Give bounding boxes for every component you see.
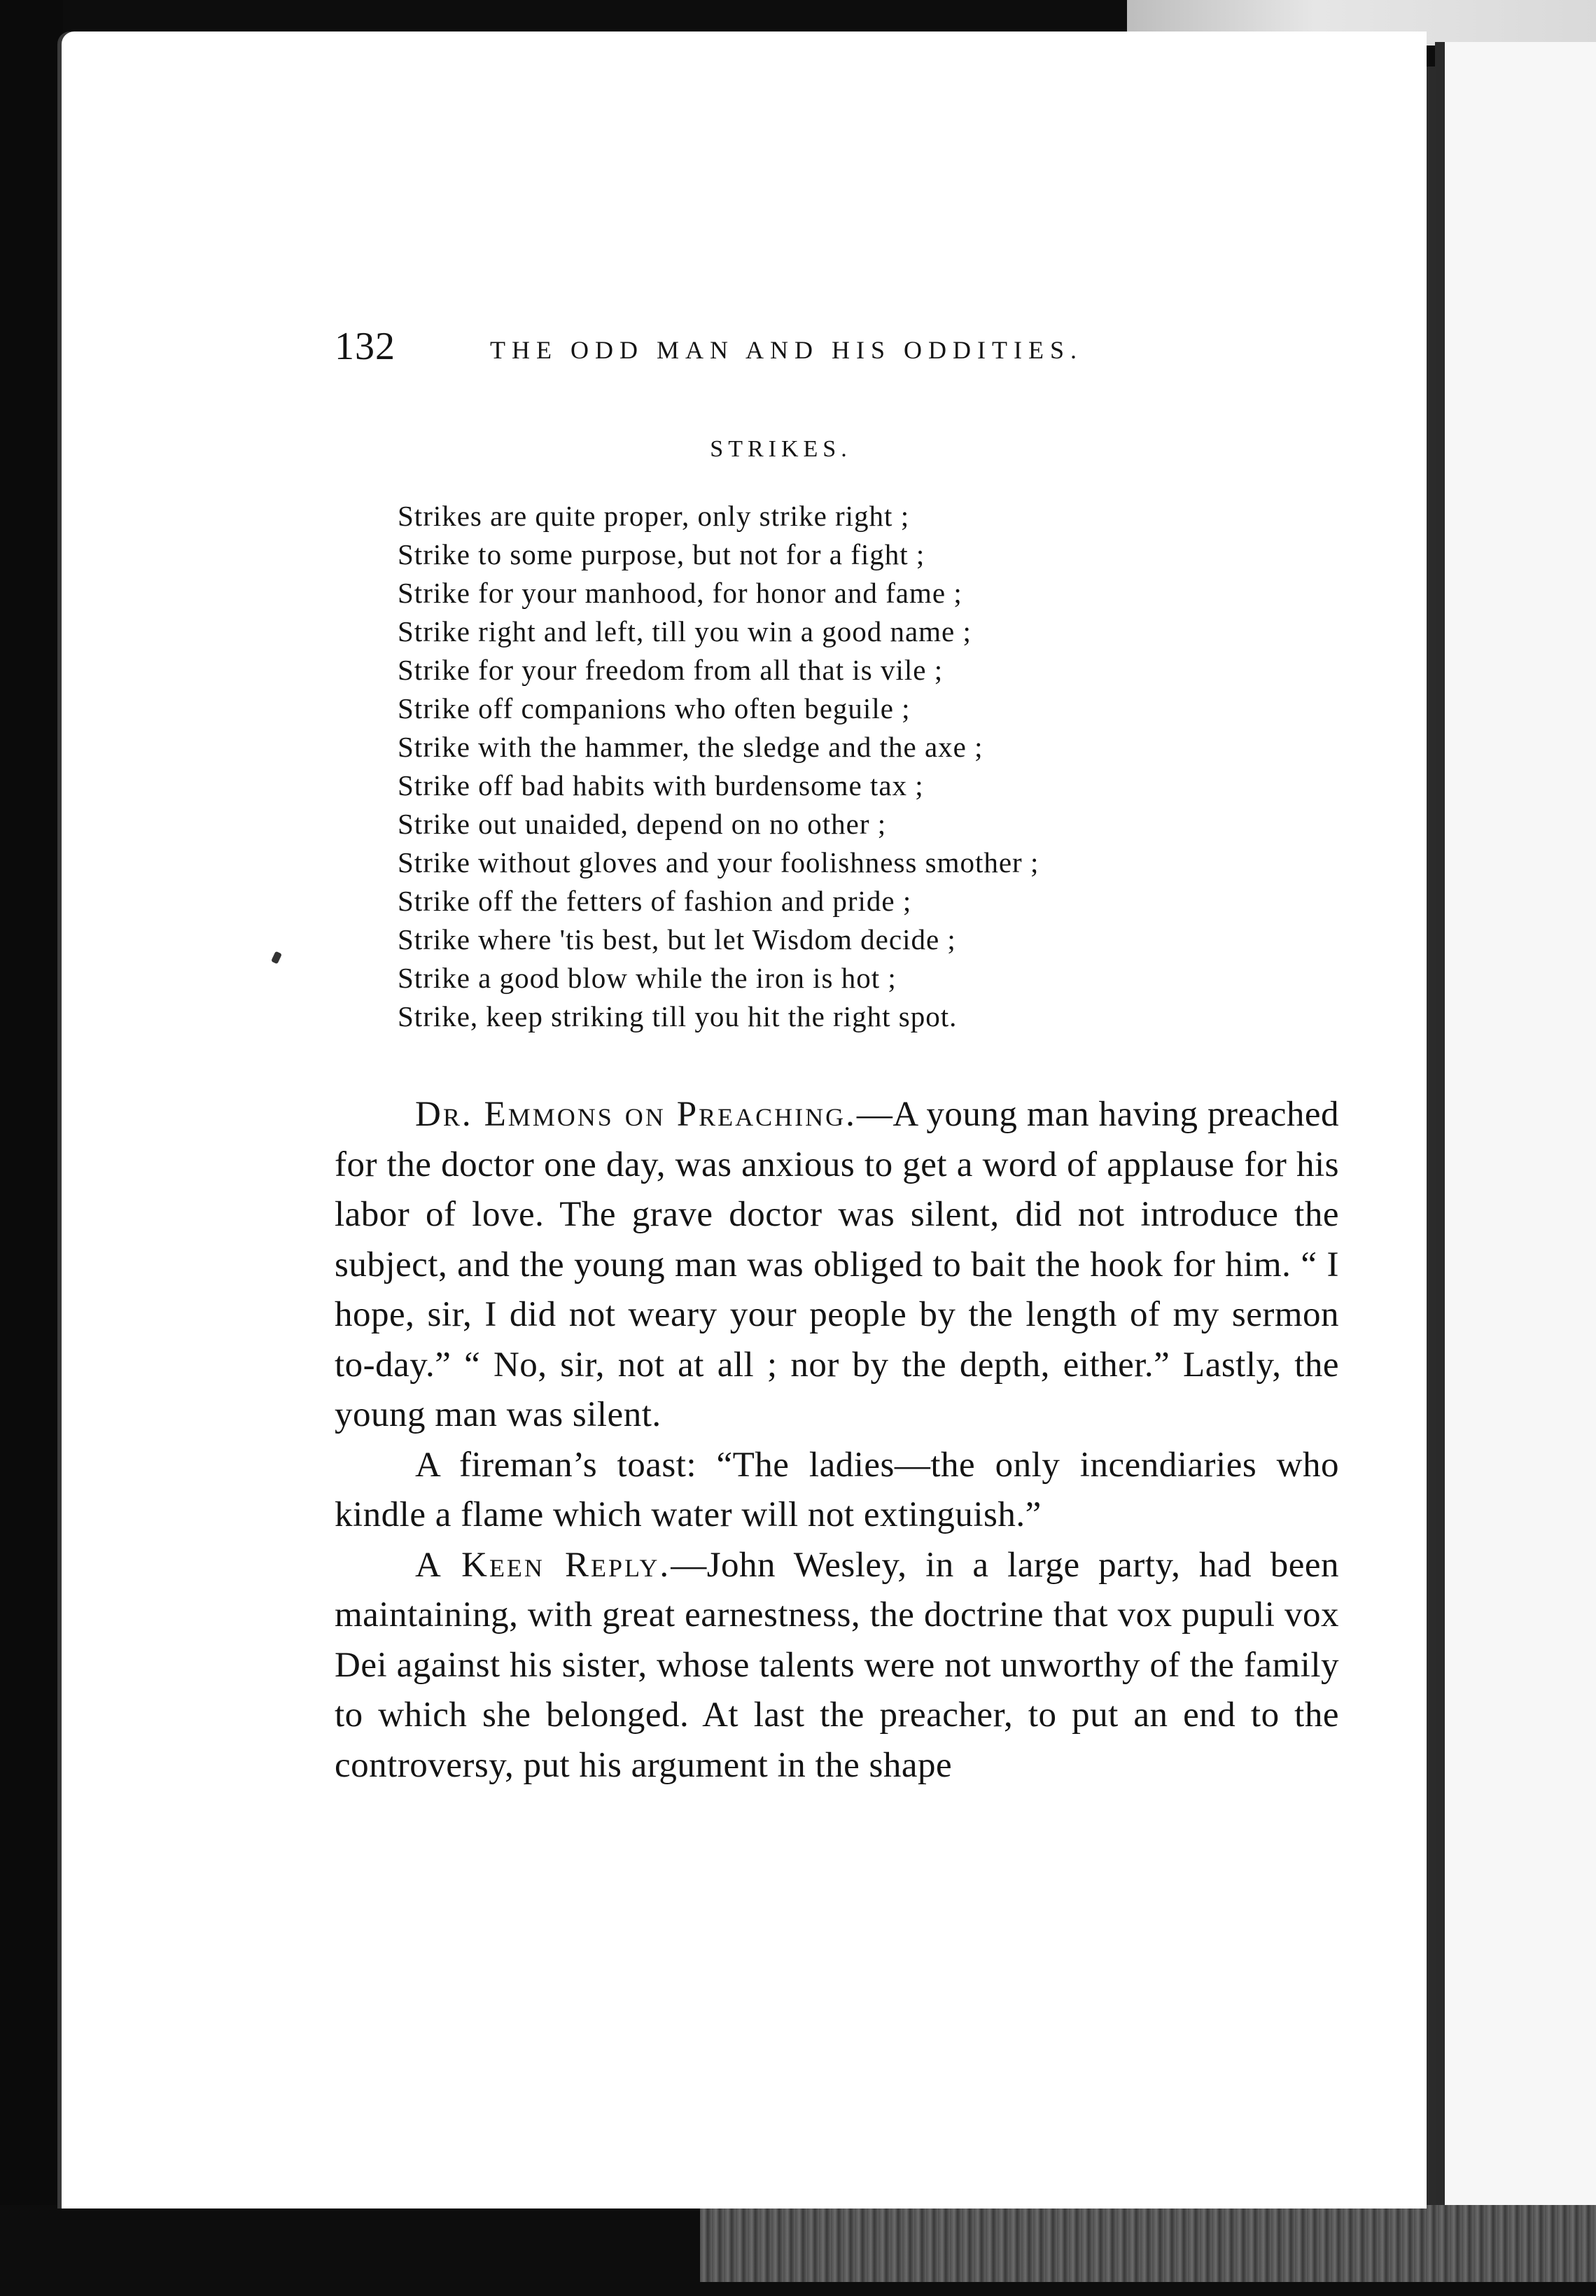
poem-line: Strike with the hammer, the sledge and the axe ;	[398, 731, 983, 763]
prose-body	[335, 1090, 1339, 1791]
running-head	[335, 324, 1245, 373]
poem-line: Strike to some purpose, but not for a fight ;	[398, 538, 925, 570]
page-content	[62, 31, 1427, 2208]
paragraph-heading: A Keen Reply.	[415, 1545, 671, 1585]
paragraph-text: A fireman’s toast: “The ladies—the only incendiaries who kindle a flame which water will not extinguish.”	[335, 1445, 1339, 1534]
poem-line: Strike where 'tis best, but let Wisdom decide ;	[398, 923, 956, 955]
scan-left-margin	[0, 0, 63, 2296]
page-number: 132	[335, 325, 396, 368]
facing-page-edge	[1435, 42, 1596, 2219]
paragraph-text: —John Wesley, in a large party, had been maintaining, with great earnestness, the doctrine that vox pupuli vox Dei against his sister, whose talents were not unworthy of the family to which she belonged. At last the preacher, to put an end to the controversy, put his argument in the shape	[335, 1545, 1339, 1785]
poem-line: Strikes are quite proper, only strike right ;	[398, 500, 910, 532]
running-title: THE ODD MAN AND HIS ODDITIES.	[490, 336, 1083, 364]
poem-line: Strike a good blow while the iron is hot ;	[398, 962, 897, 994]
scan-bottom-texture	[700, 2205, 1596, 2282]
poem-line: Strike off bad habits with burdensome tax ;	[398, 769, 924, 802]
scan-speck	[271, 951, 282, 965]
poem-line: Strike for your manhood, for honor and fame ;	[398, 577, 962, 609]
poem-line: Strike off the fetters of fashion and pride ;	[398, 885, 912, 917]
paragraph-keen-reply	[335, 1541, 1339, 1791]
paragraph-text: —A young man having preached for the doctor one day, was anxious to get a word of applause for his labor of love. The grave doctor was silent, did not introduce the subject, and the young man was obliged to bait the hook for him. “ I hope, sir, I did not weary your people by the length of my sermon to-day.” “ No, sir, not at all ; nor by the depth, either.” Lastly, the young man was silent.	[335, 1095, 1340, 1434]
book-page	[62, 31, 1427, 2208]
poem-line: Strike right and left, till you win a good name ;	[398, 615, 972, 648]
poem-line: Strike out unaided, depend on no other ;	[398, 808, 887, 840]
poem-title: STRIKES.	[710, 436, 852, 462]
poem-line: Strike without gloves and your foolishness smother ;	[398, 846, 1040, 878]
paragraph-fireman-toast	[335, 1441, 1339, 1541]
paragraph-heading: Dr. Emmons on Preaching.	[415, 1095, 857, 1134]
page-gutter-shadow	[1427, 66, 1436, 2208]
poem-line: Strike for your freedom from all that is vile ;	[398, 654, 944, 686]
paragraph-emmons	[335, 1090, 1339, 1441]
poem-strikes	[398, 497, 1308, 1036]
poem-line: Strike, keep striking till you hit the right spot.	[398, 1000, 958, 1032]
poem-line: Strike off companions who often beguile ;	[398, 692, 911, 724]
